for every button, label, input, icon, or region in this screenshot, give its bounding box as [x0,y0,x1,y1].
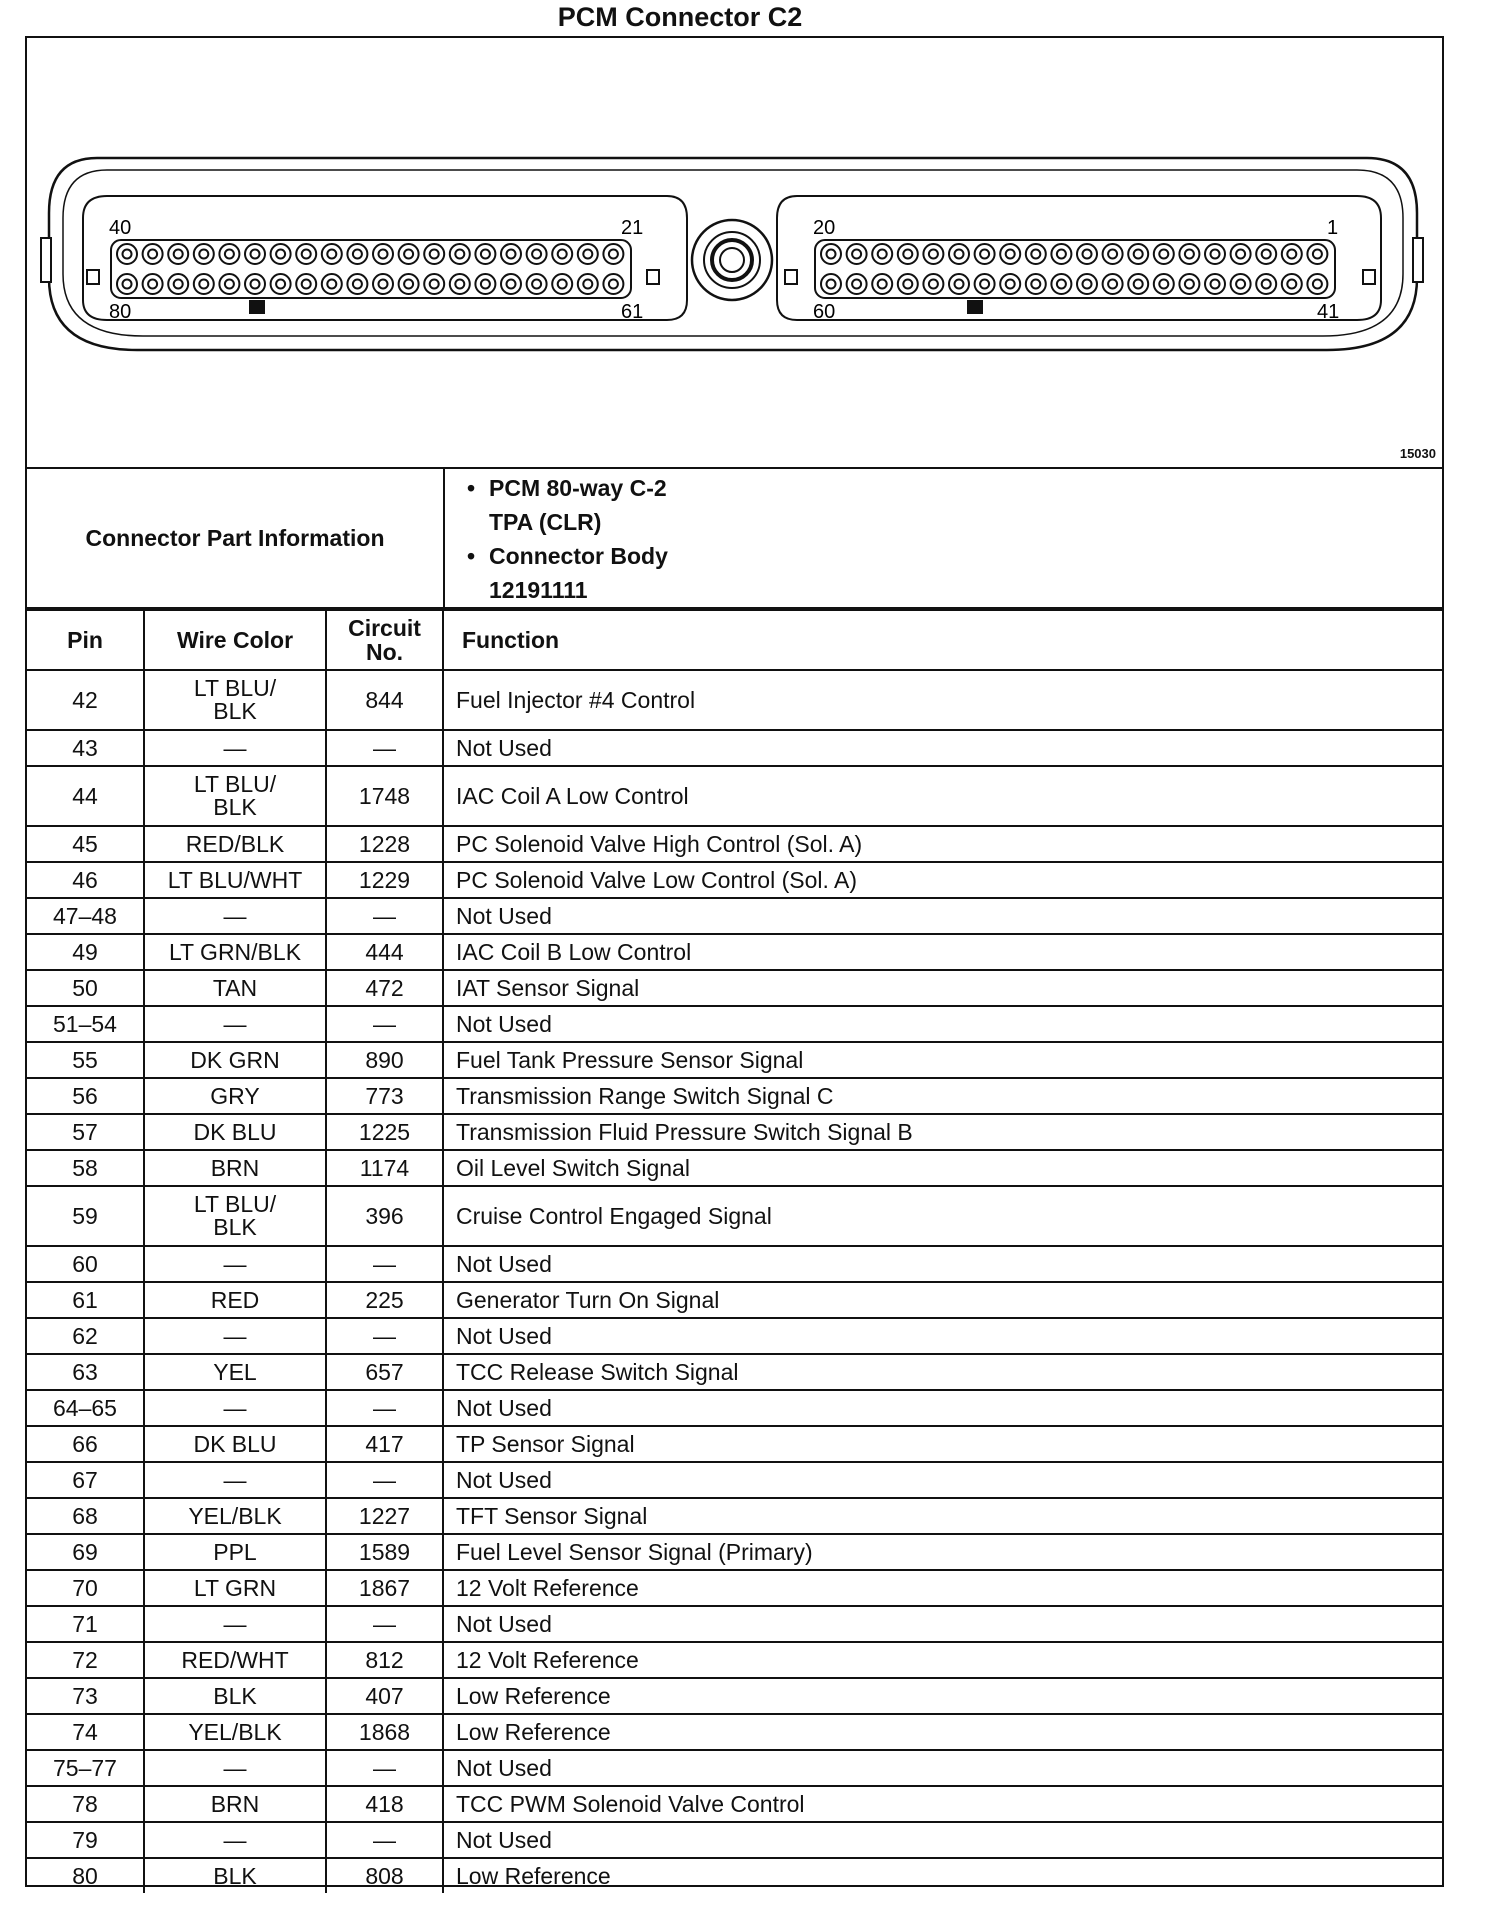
pin-socket [219,244,239,264]
pin-socket [450,244,470,264]
pin-socket [1077,244,1097,264]
pin-cell: 69 [27,1534,144,1570]
pin-socket [1205,274,1225,294]
pin-socket [1026,244,1046,264]
table-row [27,1426,1442,1462]
table-row [27,1822,1442,1858]
wire-color-cell: — [144,1390,326,1426]
wire-color-cell: DK BLU [144,1114,326,1150]
function-cell: Transmission Range Switch Signal C [443,1078,1442,1114]
right-center-tab [785,270,797,284]
pin-socket [898,244,918,264]
table-row [27,1354,1442,1390]
table-row [27,1006,1442,1042]
wire-color-cell: DK BLU [144,1426,326,1462]
part-info-label: Connector Part Information [27,469,445,607]
wire-color-cell: RED/BLK [144,826,326,862]
table-row [27,1114,1442,1150]
pin-cell: 67 [27,1462,144,1498]
function-cell: TCC PWM Solenoid Valve Control [443,1786,1442,1822]
pin-socket [1051,244,1071,264]
pin-socket [1103,274,1123,294]
wire-color-cell: BRN [144,1150,326,1186]
pin-socket [373,274,393,294]
connector-illustration [27,38,1442,467]
circuit-cell: 773 [326,1078,443,1114]
circuit-cell: — [326,1318,443,1354]
pin-cell: 61 [27,1282,144,1318]
header-function: Function [443,610,1442,670]
function-cell: Not Used [443,1822,1442,1858]
pin-socket [501,244,521,264]
pin-cell: 60 [27,1246,144,1282]
pin-socket [245,244,265,264]
circuit-cell: 407 [326,1678,443,1714]
label-pin-41: 41 [1317,301,1340,323]
function-cell: IAC Coil B Low Control [443,934,1442,970]
pin-socket [117,274,137,294]
function-cell: Fuel Level Sensor Signal (Primary) [443,1534,1442,1570]
pin-socket [424,274,444,294]
function-cell: TFT Sensor Signal [443,1498,1442,1534]
function-cell: 12 Volt Reference [443,1570,1442,1606]
function-cell: TP Sensor Signal [443,1426,1442,1462]
circuit-cell: 444 [326,934,443,970]
wire-color-cell: — [144,898,326,934]
header-wire-color: Wire Color [144,610,326,670]
pin-cell: 75–77 [27,1750,144,1786]
pin-cell: 66 [27,1426,144,1462]
label-pin-80: 80 [109,301,132,323]
circuit-cell: — [326,1462,443,1498]
table-row [27,670,1442,730]
table-body [27,670,1442,1893]
pin-socket [1154,274,1174,294]
left-key-mark [249,300,265,314]
pin-cell: 64–65 [27,1390,144,1426]
pin-cell: 44 [27,766,144,826]
pin-socket [271,244,291,264]
wire-color-line1: LT BLU/ [193,1191,277,1217]
pin-socket [552,244,572,264]
pin-socket [1000,244,1020,264]
pin-socket [296,244,316,264]
table-row [27,1042,1442,1078]
pin-cell: 43 [27,730,144,766]
pin-socket [450,274,470,294]
pin-socket [1231,244,1251,264]
function-cell: Not Used [443,730,1442,766]
pin-socket [219,274,239,294]
wire-color-cell: LT BLU/WHT [144,862,326,898]
pin-socket [1026,274,1046,294]
wire-color-cell: TAN [144,970,326,1006]
function-cell: Transmission Fluid Pressure Switch Signal B [443,1114,1442,1150]
wire-color-cell: BRN [144,1786,326,1822]
circuit-cell: — [326,1822,443,1858]
wire-color-cell: PPL [144,1534,326,1570]
center-boss-inner [712,240,752,280]
part-item-name: PCM 80-way C-2 [489,475,667,501]
circuit-cell: 1748 [326,766,443,826]
function-cell: Low Reference [443,1678,1442,1714]
pin-socket [578,274,598,294]
circuit-cell: — [326,1390,443,1426]
table-row [27,826,1442,862]
pin-cell: 58 [27,1150,144,1186]
function-cell: Not Used [443,1246,1442,1282]
bullet: • [467,543,476,569]
pin-socket [424,244,444,264]
circuit-cell: 890 [326,1042,443,1078]
table-header-row [27,610,1442,670]
circuit-cell: — [326,1006,443,1042]
table-row [27,1534,1442,1570]
pin-socket [821,274,841,294]
pin-socket [143,244,163,264]
wire-color-line1: LT BLU/ [193,675,277,701]
right-side-tab [1363,270,1375,284]
wire-color-cell: — [144,1822,326,1858]
pin-cell: 73 [27,1678,144,1714]
function-cell: Not Used [443,1750,1442,1786]
table-row [27,898,1442,934]
table-row [27,730,1442,766]
pin-socket [1256,244,1276,264]
pin-socket [399,274,419,294]
pin-socket [1282,274,1302,294]
pin-cell: 80 [27,1858,144,1893]
pin-socket [1307,274,1327,294]
figure-id: 15030 [1399,446,1436,461]
pin-cell: 45 [27,826,144,862]
wire-color-cell: — [144,1750,326,1786]
table-row [27,766,1442,826]
circuit-cell: — [326,1246,443,1282]
left-side-tab [87,270,99,284]
table-row [27,1318,1442,1354]
wire-color-cell: LT GRN [144,1570,326,1606]
pin-socket [271,274,291,294]
pin-socket [847,274,867,294]
circuit-cell: 1589 [326,1534,443,1570]
pin-cell: 79 [27,1822,144,1858]
table-row [27,1186,1442,1246]
pin-socket [847,244,867,264]
wire-color-line2: BLK [213,1214,257,1240]
pin-socket [872,244,892,264]
circuit-cell: 1867 [326,1570,443,1606]
pin-socket [1307,244,1327,264]
pin-socket [1128,244,1148,264]
pin-cell: 51–54 [27,1006,144,1042]
circuit-cell: 418 [326,1786,443,1822]
pin-socket [194,274,214,294]
pin-socket [552,274,572,294]
header-circuit [326,610,443,670]
pin-socket [117,244,137,264]
circuit-cell: 812 [326,1642,443,1678]
pin-cell: 74 [27,1714,144,1750]
label-pin-61: 61 [621,301,644,323]
table-row [27,1246,1442,1282]
function-cell: PC Solenoid Valve High Control (Sol. A) [443,826,1442,862]
pin-socket [527,244,547,264]
circuit-cell: 1228 [326,826,443,862]
table-row [27,862,1442,898]
wire-color-cell: — [144,1006,326,1042]
circuit-cell: 1229 [326,862,443,898]
table-row [27,1714,1442,1750]
function-cell: Not Used [443,898,1442,934]
page-title: PCM Connector C2 [557,2,803,32]
pin-socket [296,274,316,294]
circuit-cell: 844 [326,670,443,730]
pin-cell: 49 [27,934,144,970]
table-row [27,1642,1442,1678]
function-cell: Oil Level Switch Signal [443,1150,1442,1186]
table-row [27,970,1442,1006]
function-cell: Not Used [443,1462,1442,1498]
label-pin-1: 1 [1327,217,1339,239]
pin-socket [475,244,495,264]
part-item-detail: TPA (CLR) [489,509,602,535]
wire-color-cell: — [144,1246,326,1282]
function-cell: Low Reference [443,1858,1442,1893]
pinout-table [27,609,1442,1893]
wire-color-cell [144,766,326,826]
table-row [27,1606,1442,1642]
table-row [27,934,1442,970]
pin-socket [347,244,367,264]
pin-cell: 72 [27,1642,144,1678]
table-row [27,1570,1442,1606]
wire-color-cell: YEL [144,1354,326,1390]
wire-color-cell: — [144,1318,326,1354]
circuit-cell: 1174 [326,1150,443,1186]
header-circuit-line2: No. [365,639,404,665]
header-pin: Pin [27,610,144,670]
circuit-cell: — [326,1606,443,1642]
pin-socket [975,274,995,294]
wire-color-cell: RED/WHT [144,1642,326,1678]
table-row [27,1858,1442,1893]
table-row [27,1678,1442,1714]
pin-cell: 50 [27,970,144,1006]
label-pin-40: 40 [109,217,132,239]
table-row [27,1786,1442,1822]
pin-socket [603,274,623,294]
pin-socket [1154,244,1174,264]
circuit-cell: — [326,1750,443,1786]
pin-socket [322,274,342,294]
pin-socket [1179,244,1199,264]
pin-socket [168,274,188,294]
circuit-cell: — [326,730,443,766]
pin-cell: 55 [27,1042,144,1078]
function-cell: Not Used [443,1318,1442,1354]
part-item-1 [467,471,668,505]
wire-color-cell: GRY [144,1078,326,1114]
pin-socket [898,274,918,294]
wire-color-cell: — [144,1606,326,1642]
pin-socket [527,274,547,294]
pin-socket [1000,274,1020,294]
function-cell: Fuel Tank Pressure Sensor Signal [443,1042,1442,1078]
pin-socket [1256,274,1276,294]
circuit-cell: 472 [326,970,443,1006]
pin-socket [1282,244,1302,264]
pin-socket [475,274,495,294]
pin-socket [975,244,995,264]
function-cell: Not Used [443,1606,1442,1642]
label-pin-60: 60 [813,301,836,323]
circuit-cell: 657 [326,1354,443,1390]
pin-socket [949,274,969,294]
pin-cell: 70 [27,1570,144,1606]
wire-color-cell: RED [144,1282,326,1318]
pin-socket [1205,244,1225,264]
center-boss-core [720,248,744,272]
wire-color-cell: LT GRN/BLK [144,934,326,970]
pin-socket [501,274,521,294]
circuit-cell: 396 [326,1186,443,1246]
pin-socket [1103,244,1123,264]
right-key-mark [967,300,983,314]
wire-color-line2: BLK [213,794,257,820]
pin-cell: 71 [27,1606,144,1642]
connector-diagram [27,38,1442,469]
circuit-cell: 225 [326,1282,443,1318]
pin-socket [373,244,393,264]
function-cell: 12 Volt Reference [443,1642,1442,1678]
pin-cell: 63 [27,1354,144,1390]
function-cell: Not Used [443,1390,1442,1426]
circuit-cell: 1227 [326,1498,443,1534]
table-row [27,1150,1442,1186]
function-cell: PC Solenoid Valve Low Control (Sol. A) [443,862,1442,898]
function-cell: Low Reference [443,1714,1442,1750]
connector-sheet [25,36,1444,1887]
wire-color-cell: YEL/BLK [144,1714,326,1750]
wire-color-cell: DK GRN [144,1042,326,1078]
function-cell: IAT Sensor Signal [443,970,1442,1006]
pin-cell: 46 [27,862,144,898]
wire-color-cell: BLK [144,1858,326,1893]
pin-socket [1231,274,1251,294]
pin-socket [923,274,943,294]
left-center-tab [647,270,659,284]
table-row [27,1078,1442,1114]
pin-socket [143,274,163,294]
pin-cell: 59 [27,1186,144,1246]
pin-cell: 47–48 [27,898,144,934]
circuit-cell: 417 [326,1426,443,1462]
right-pin-grid [821,244,1327,294]
pin-socket [168,244,188,264]
pin-socket [322,244,342,264]
pin-socket [603,244,623,264]
pin-cell: 56 [27,1078,144,1114]
wire-color-line2: BLK [213,698,257,724]
part-info-list [467,471,668,607]
wire-color-cell: — [144,1462,326,1498]
function-cell: Generator Turn On Signal [443,1282,1442,1318]
function-cell: TCC Release Switch Signal [443,1354,1442,1390]
pin-cell: 68 [27,1498,144,1534]
circuit-cell: 808 [326,1858,443,1893]
pin-cell: 57 [27,1114,144,1150]
pin-socket [347,274,367,294]
pin-cell: 42 [27,670,144,730]
label-pin-21: 21 [621,217,644,239]
table-row [27,1462,1442,1498]
pin-socket [923,244,943,264]
header-circuit-line1: Circuit [348,615,421,641]
part-item-name: Connector Body [489,543,668,569]
wire-color-cell [144,1186,326,1246]
pin-socket [872,274,892,294]
circuit-cell: 1225 [326,1114,443,1150]
circuit-cell: — [326,898,443,934]
pin-socket [949,244,969,264]
wire-color-cell [144,670,326,730]
function-cell: Fuel Injector #4 Control [443,670,1442,730]
wire-color-cell: BLK [144,1678,326,1714]
label-pin-20: 20 [813,217,836,239]
pin-socket [578,244,598,264]
wire-color-cell: YEL/BLK [144,1498,326,1534]
table-row [27,1498,1442,1534]
pin-socket [1179,274,1199,294]
pin-cell: 62 [27,1318,144,1354]
pin-socket [245,274,265,294]
pin-socket [1128,274,1148,294]
function-cell: Cruise Control Engaged Signal [443,1186,1442,1246]
circuit-cell: 1868 [326,1714,443,1750]
table-row [27,1282,1442,1318]
pin-socket [1077,274,1097,294]
function-cell: IAC Coil A Low Control [443,766,1442,826]
pin-socket [194,244,214,264]
right-latch [1413,238,1423,282]
pin-socket [399,244,419,264]
pin-socket [821,244,841,264]
part-item-2 [467,539,668,573]
table-row [27,1390,1442,1426]
wire-color-cell: — [144,730,326,766]
table-row [27,1750,1442,1786]
function-cell: Not Used [443,1006,1442,1042]
pin-cell: 78 [27,1786,144,1822]
bullet: • [467,475,476,501]
wire-color-line1: LT BLU/ [193,771,277,797]
part-item-detail: 12191111 [489,577,588,603]
connector-part-info [27,469,1442,609]
left-pin-grid [117,244,623,294]
left-latch [41,238,51,282]
pin-socket [1051,274,1071,294]
